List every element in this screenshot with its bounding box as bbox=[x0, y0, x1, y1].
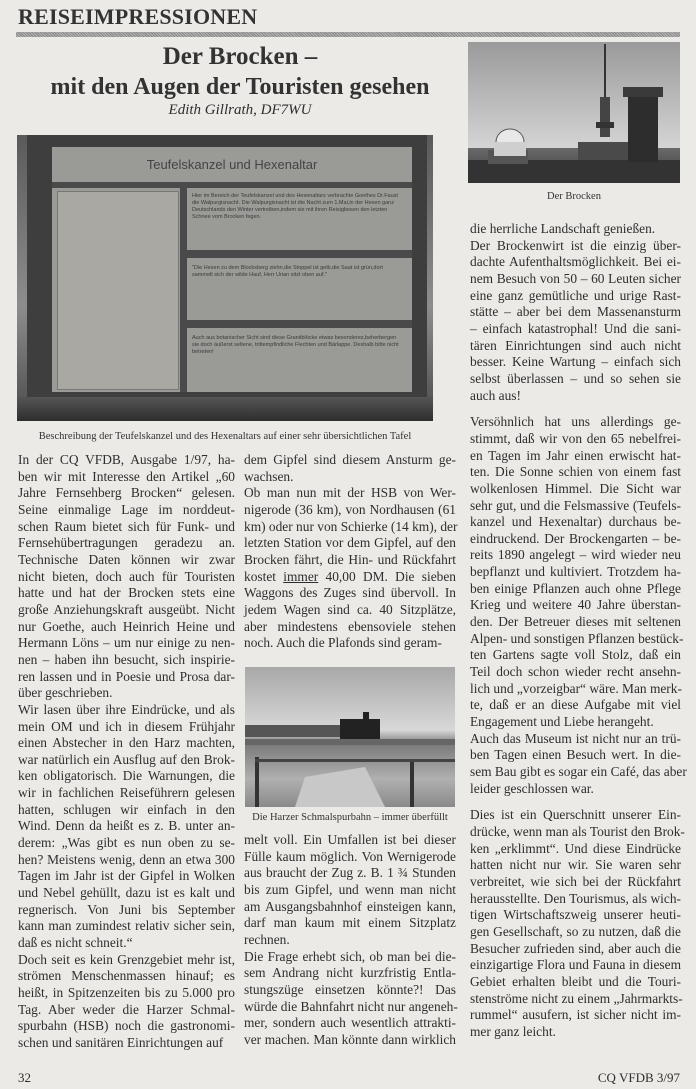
paragraph bbox=[470, 730, 687, 798]
paragraph bbox=[18, 452, 235, 702]
article-title bbox=[18, 42, 462, 102]
text-line: wachsen. bbox=[244, 468, 294, 484]
text-line: schen und sanitären Einrichtungen auf bbox=[18, 1034, 224, 1050]
sign-title: Teufelskanzel und Hexenaltar bbox=[146, 157, 318, 172]
text-line: rummel“ ausufern, ist sicher nicht im- bbox=[470, 1007, 681, 1023]
text-line: Brocken fährt, die Hin- und Rückfahrt bbox=[244, 551, 456, 567]
paragraph bbox=[470, 238, 681, 405]
text-line: nicht bieten, doch auch für Touristen bbox=[18, 568, 235, 584]
text-line: regnerisch. Von Juni bis September bbox=[18, 901, 235, 917]
text-line bbox=[244, 569, 456, 586]
text-line: daß es nicht schneit.“ bbox=[18, 935, 133, 951]
text-line: darf man kaum mit einem Sitzplatz bbox=[244, 915, 456, 931]
section-heading: REISEIMPRESSIONEN bbox=[18, 4, 258, 29]
text-line: Ob man nun mit der HSB von Wer- bbox=[244, 485, 456, 501]
text-line: jedem Wagen sind ca. 40 Sitzplätze, bbox=[244, 601, 456, 617]
text-column-3 bbox=[470, 221, 687, 1041]
text-line: und Nebel gehüllt, dazu ist es kalt und bbox=[18, 885, 235, 901]
text-line: Auch das Museum ist nicht nur an trü- bbox=[470, 730, 681, 746]
text-line: melt voll. Ein Umfallen ist bei dieser bbox=[244, 832, 456, 847]
text-line: tigen Wirtschaftszweig unserer heuti- bbox=[470, 907, 681, 923]
text-line: ken „erklimmt“. Und diese Eindrücke bbox=[470, 840, 681, 856]
text-line: derem: „Was gibt es nun oben zu se- bbox=[18, 835, 235, 851]
text-line: mein OM und ich in diesem Frühjahr bbox=[18, 718, 235, 734]
paragraph bbox=[244, 949, 456, 1049]
text-line: Tag. Aber weder die Harzer Schmal- bbox=[18, 1001, 235, 1017]
text-line: den. Der Betreuer dieses mit seltenen bbox=[470, 614, 681, 630]
text-line: Wind. Denn da heißt es z. B. unter an- bbox=[18, 818, 235, 834]
paragraph bbox=[470, 807, 685, 1040]
text-line: einzigartige Flora und Fauna in diesem bbox=[470, 957, 681, 973]
text-line: Wir lasen über ihre Eindrücke, und als bbox=[18, 701, 235, 717]
text-line: nem Besuch von 50 – 60 Leuten sicher bbox=[470, 270, 681, 286]
paragraph bbox=[470, 221, 681, 238]
text-line: Tagen im Jahr ist der Gipfel in Wolken bbox=[18, 868, 235, 884]
text-line: selbst überlassen – und so sehen sie bbox=[470, 370, 681, 386]
text-line: schen Raum bietet sich für Funk- und bbox=[18, 518, 235, 534]
title-line-1: Der Brocken – bbox=[162, 43, 318, 70]
text-line: – einfach katastrophal! Und die sani- bbox=[470, 320, 681, 336]
text-line: spurbahn (HSB) noch die gastronomi- bbox=[18, 1018, 235, 1034]
sign-paragraph-3: Auch aus botanischer Sicht sind diese Granitblöcke etwas besonderes,beherbergen sie doch äußerst seltene, trittempfindliche Flechten und Bärlappe. Deshalb bitte nicht betreten! bbox=[192, 335, 399, 355]
text-line: wir in fachlichen Reiseführern gelesen bbox=[18, 785, 235, 801]
text-segment: kostet bbox=[244, 568, 284, 584]
text-line: lich und „vorzeigbar“ wäre. Man merk- bbox=[470, 680, 682, 696]
text-line: Seine einmalige Lage im norddeut- bbox=[18, 501, 235, 517]
text-line: gen Gesellschaft, so zu nutzen, daß die bbox=[470, 923, 681, 939]
text-line: ver machen. Man könnte dann wirklich bbox=[244, 1031, 456, 1047]
text-line: noch. Auch die Plafonds sind geram- bbox=[244, 635, 442, 651]
text-line: Engagement und Liebe herangeht. bbox=[470, 714, 654, 730]
text-line: eindruckend. Der Brockengarten – be- bbox=[470, 530, 681, 546]
brocken-photo-caption: Der Brocken bbox=[547, 191, 601, 202]
text-column-1 bbox=[18, 452, 235, 1052]
text-line: stungszüge einsetzen könnte?! Das bbox=[244, 981, 456, 997]
text-line: ten Gartens sagte voll Stolz, daß ein bbox=[470, 647, 681, 663]
train-photo-caption: Die Harzer Schmalspurbahn – immer überfüllt bbox=[252, 812, 448, 823]
text-line: einen Abstecher in den Harz machten, bbox=[18, 735, 235, 751]
text-line: drücke, wenn man als Tourist den Brok- bbox=[470, 823, 685, 839]
text-line: tären Einrichtungen sind auch nicht bbox=[470, 337, 681, 353]
teufelskanzel-sign-photo bbox=[17, 135, 433, 421]
text-line: Krieg und weitere 40 Jahre überstan- bbox=[470, 597, 681, 613]
paragraph bbox=[244, 452, 456, 485]
text-line: herausstellte. Den Tourismus, als wich- bbox=[470, 890, 681, 906]
sign-paragraph-1: Hier im Bereich der Teufelskanzel und des Hexenaltars verbrachte Goethes Dr.Faust die Walpurgisnacht. Die Walpurgisnacht ist die Nacht zum 1.Mai,in der Hexen ganz Deutschlands den Winter vertreiben,indem sie mit ihren Reisigbesen den letzten Schnee vom Brocken fegen. bbox=[192, 193, 398, 220]
text-line: die herrliche Landschaft genießen. bbox=[470, 221, 656, 236]
page-number: 32 bbox=[18, 1070, 31, 1085]
text-line: nur Goethe, auch Heinrich Heine und bbox=[18, 618, 235, 634]
underlined-word: immer bbox=[283, 568, 319, 584]
paragraph-gap bbox=[470, 797, 681, 807]
text-line: Versöhnlich hat uns allerdings ge- bbox=[470, 414, 681, 430]
text-line: ren lassen und in Poesie und Prosa dar- bbox=[18, 668, 235, 684]
text-line: große Anziehungskraft ausgeübt. Nicht bbox=[18, 601, 235, 617]
text-line: rechnen. bbox=[244, 931, 290, 947]
text-line: aus braucht der Zug z. B. 1 ¾ Stunden bbox=[244, 865, 456, 881]
text-line: letzten Station vor dem Gipfel, auf den bbox=[244, 535, 456, 551]
text-line: mer, sondern auch wesentlich attrakti- bbox=[244, 1015, 456, 1031]
paragraph bbox=[244, 832, 456, 949]
paragraph-gap bbox=[470, 404, 681, 414]
text-line: ben einige Pflanzen auch ohne Pflege bbox=[470, 580, 681, 596]
text-line: Dies ist ein Querschnitt unserer Ein- bbox=[470, 807, 681, 823]
text-line: Alpen- und sonstigen Pflanzen bestück- bbox=[470, 630, 684, 646]
text-line: würde die Bahnfahrt nicht nur angeneh- bbox=[244, 998, 458, 1014]
sign-paragraph-2: "Die Hexen zu dem Blocksberg ziehn,die Stoppel ist gelb,die Saat ist grün,dort sammelt sich der wilde Hauf, Herr Urian sitzt oben auf." bbox=[192, 265, 383, 278]
text-line: am Ausgangsbahnhof einsteigen kann, bbox=[244, 898, 456, 914]
text-line: Fernsehübertragungen geradezu an. bbox=[18, 535, 235, 551]
text-line: sehr gut, und die Felsmassive (Teufels- bbox=[470, 497, 681, 513]
text-line: bis zum Gipfel, und wenn man nicht bbox=[244, 881, 456, 897]
schmalspurbahn-photo bbox=[245, 667, 455, 807]
text-line: Die Frage erhebt sich, ob man bei die- bbox=[244, 948, 456, 964]
text-line: besser. Keine Wartung – einfach sich bbox=[470, 354, 681, 370]
text-line: en Tagen im Jahr einen erwischt hat- bbox=[470, 447, 681, 463]
text-line: Gebiet erhalten bleibt und die Touri- bbox=[470, 973, 681, 989]
text-line: ben Tagen einen Besuch wert. In die- bbox=[470, 747, 681, 763]
text-line: km) oder nur von Schierke (14 km), der bbox=[244, 518, 458, 534]
text-line: Teil doch schon wieder recht ansehn- bbox=[470, 664, 681, 680]
text-line: sem Andrang nicht kurzfristig Entla- bbox=[244, 965, 456, 981]
text-line: nen – haben ihn besucht, sich inspirie- bbox=[18, 651, 235, 667]
text-column-2-top bbox=[244, 452, 456, 652]
text-line: ten. Die Sonne schien von einem fast bbox=[470, 464, 681, 480]
text-column-2-bottom bbox=[244, 832, 456, 1049]
text-line: verbreitet, wie sich bei der Rückfahrt bbox=[470, 873, 681, 889]
text-segment: 40,00 DM. Die sieben bbox=[318, 568, 456, 584]
text-line: In der CQ VFDB, Ausgabe 1/97, ha- bbox=[18, 452, 235, 467]
text-line: Technische Daten können wir zwar bbox=[18, 551, 235, 567]
text-line: Jahre Fernsehberg Brocken“ gelesen. bbox=[18, 485, 235, 501]
text-line: Besucher zufrieden sind, aber auch die bbox=[470, 940, 681, 956]
text-line: hatten, schlugen wir einfach in den bbox=[18, 801, 235, 817]
text-line: Hermann Löns – um nur einige zu nen- bbox=[18, 635, 235, 651]
text-line: leider geschlossen war. bbox=[470, 780, 594, 796]
text-line: ben wir mit Interesse den Artikel „60 bbox=[18, 468, 235, 484]
text-line: sem Bau gibt es sogar ein Café, das aber bbox=[470, 764, 687, 779]
text-line: stätte – aber bei dem Massenansturm bbox=[470, 304, 681, 320]
text-line: nigerode (36 km), von Nordhausen (61 bbox=[244, 501, 456, 517]
text-line: stimmt, daß wir von den 65 nebelfrei- bbox=[470, 430, 681, 446]
text-line: Doch seit es kein Grenzgebiet mehr ist, bbox=[18, 951, 235, 967]
text-line: te, daß er an diese Aufgabe mit viel bbox=[470, 697, 681, 713]
paragraph bbox=[18, 952, 235, 1052]
text-line: Der Brockenwirt ist die einzig über- bbox=[470, 237, 681, 253]
hatched-divider bbox=[16, 32, 680, 37]
text-line: dem Gipfel sind diesem Ansturm ge- bbox=[244, 452, 456, 467]
text-line: kanzel und Hexenaltar) durchaus be- bbox=[470, 514, 681, 530]
text-line: ken obligatorisch. Die Warnungen, die bbox=[18, 768, 235, 784]
issue-label: CQ VFDB 3/97 bbox=[597, 1070, 680, 1085]
title-line-2: mit den Augen der Touristen gesehen bbox=[50, 74, 430, 100]
text-line: strömen Menschenmassen hinauf; es bbox=[18, 968, 235, 984]
text-line: hen? Meistens wenig, denn an etwa 300 bbox=[18, 851, 235, 867]
text-line: hatten nicht nur wir. Sie waren sehr bbox=[470, 857, 681, 873]
text-line: reits 1890 angelegt – wird wieder neu bbox=[470, 547, 681, 563]
text-line: kann man zumindest relativ sicher sein, bbox=[18, 918, 235, 934]
text-line: aber mindestens ebensoviele stehen bbox=[244, 618, 456, 634]
text-line: dachte Aufenthaltsmöglichkeit. Bei ei- bbox=[470, 254, 681, 270]
text-line: bepflanzt und kultiviert. Trotzdem ha- bbox=[470, 564, 681, 580]
paragraph bbox=[470, 414, 684, 730]
text-line: war natürlich ein Ausflug auf den Brok- bbox=[18, 751, 235, 767]
author-byline: Edith Gillrath, DF7WU bbox=[168, 102, 312, 118]
main-photo-caption: Beschreibung der Teufelskanzel und des Hexenaltars auf einer sehr übersichtlichen Tafel bbox=[38, 431, 412, 442]
text-line: Fülle kaum möglich. Von Wernigerode bbox=[244, 848, 456, 864]
text-line: mer ganz leicht. bbox=[470, 1023, 556, 1039]
text-line: wolkenlosen Himmel. Die Sicht war bbox=[470, 480, 681, 496]
paragraph bbox=[18, 702, 235, 952]
text-line: heißt, in Spitzenzeiten bis zu 5.000 pro bbox=[18, 985, 235, 1000]
brocken-photo bbox=[468, 42, 680, 183]
paragraph bbox=[244, 485, 456, 652]
text-line: hatte und hat der Brocken stets eine bbox=[18, 585, 235, 601]
text-line: eine ganz gemütliche und urige Rast- bbox=[470, 287, 681, 303]
text-line: Waggons des Zuges sind übervoll. In bbox=[244, 585, 456, 601]
text-line: auch aus! bbox=[470, 387, 521, 403]
text-line: stenströme nicht zu einem „Jahrmarkts- bbox=[470, 990, 683, 1006]
text-line: über geschrieben. bbox=[18, 685, 113, 701]
